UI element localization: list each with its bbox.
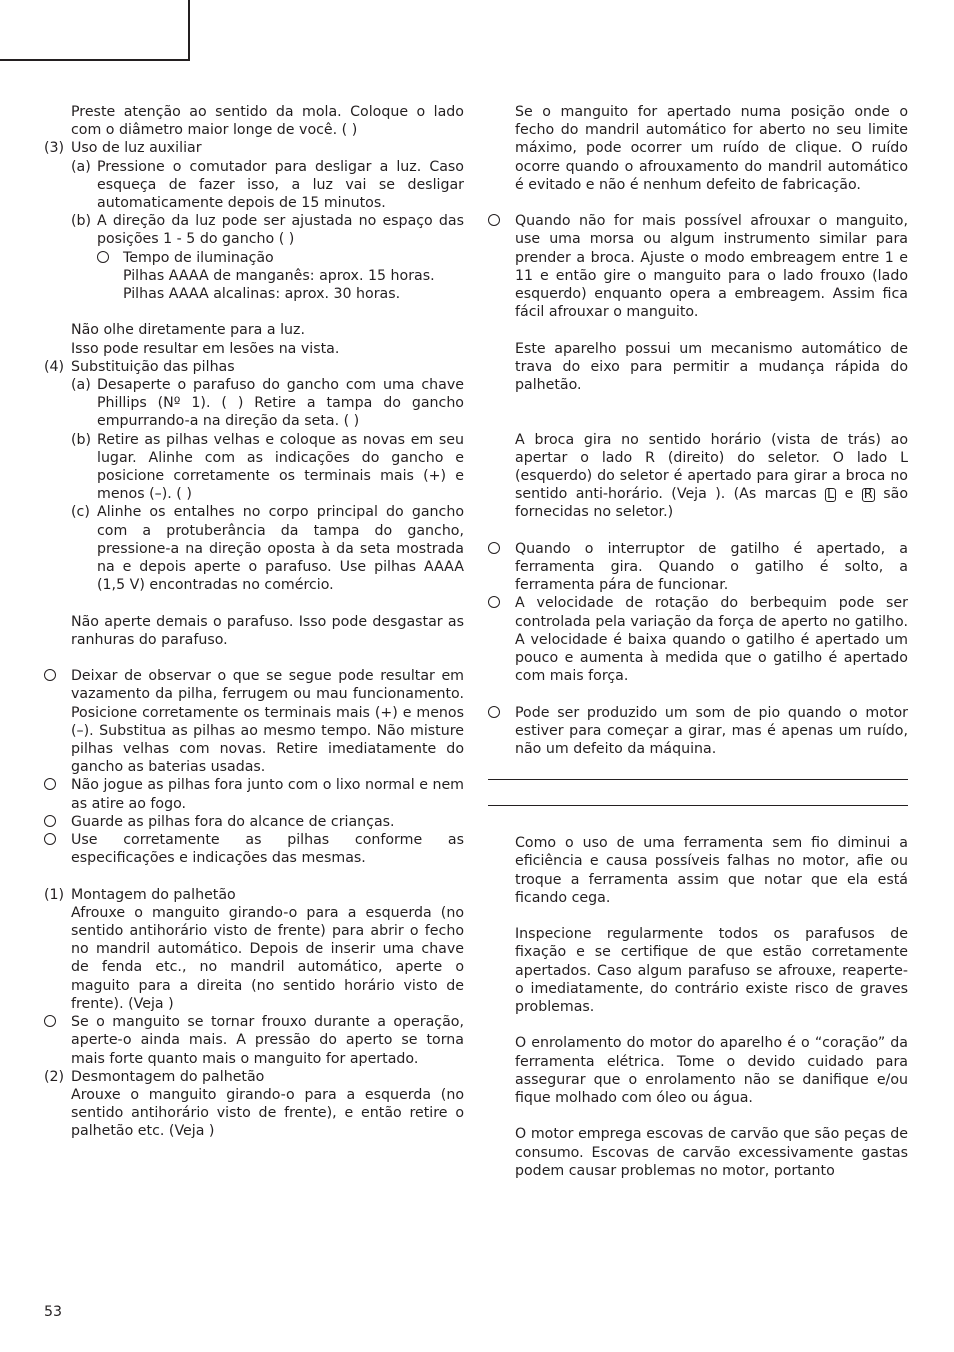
section-4-item-b: (b) Retire as pilhas velhas e coloque as novas em seu lugar. Alinhe com as indicações do gancho e posicione corretamente os terminais mais (+) e menos (–). ( ) xyxy=(71,431,464,503)
mounting-body: Afrouxe o manguito girando-o para a esquerda (no sentido antihorário visto de frente) para abrir o fecho no mandril automático. Depois de inserir uma chave de fenda etc., no mandril automático, aperte o maguito para a direita (no sentido horário visto de frente). (Veja ) xyxy=(71,904,464,1012)
left-column xyxy=(44,103,464,1141)
screw-inspection-note: Inspecione regularmente todos os parafusos de fixação e se certifique de que estão corretamente apertados. Caso algum parafuso se afrouxe, reaperte-o imediatamente, do contrário existe risco de graves problemas. xyxy=(515,926,908,1016)
carbon-brushes-note: O motor emprega escovas de carvão que são peças de consumo. Escovas de carvão excessivamente gastas podem causar problemas no motor, portanto xyxy=(515,1126,908,1179)
loosen-sleeve-bullet: Quando não for mais possível afrouxar o manguito, use uma morsa ou algum instrumento similar para prender a broca. Ajuste o modo embreagem entre 1 e 11 e então gire o manguito para o lado frouxo (lado esquerdo) enquanto opera a embreagem. Assim fica fácil afrouxar o manguito. xyxy=(488,212,908,321)
circle-bullet-icon xyxy=(488,214,500,226)
trigger-bullet: Quando o interruptor de gatilho é apertado, a ferramenta gira. Quando o gatilho é solto, a ferramenta pára de funcionar. xyxy=(488,540,908,595)
circle-bullet-icon xyxy=(488,706,500,718)
circle-bullet-icon xyxy=(44,1015,56,1027)
circle-bullet-icon xyxy=(44,778,56,790)
section-3-item-a: (a) Pressione o comutador para desligar a luz. Caso esqueça de fazer isso, a luz vai se desligar automaticamente depois de 15 minutos. xyxy=(71,158,464,212)
light-warning-2: Isso pode resultar em lesões na vista. xyxy=(71,340,340,357)
circle-bullet-icon xyxy=(97,251,109,263)
circle-bullet-icon xyxy=(488,596,500,608)
mark-r-icon: R xyxy=(863,487,873,503)
circle-bullet-icon xyxy=(44,669,56,681)
right-column xyxy=(488,103,908,1180)
section-4-item-a: (a) Desaperte o parafuso do gancho com uma chave Phillips (Nº 1). ( ) Retire a tampa do gancho empurrando-a na direção da seta. ( ) xyxy=(71,377,464,430)
click-noise-note: Se o manguito for apertado numa posição onde o fecho do mandril automático for aberto no seu limite máximo, pode ocorrer um ruído de clique. O ruído ocorre quando o afrouxamento do mandril automático é evitado e não é nenhum defeito de fabricação. xyxy=(515,104,908,193)
dismounting-heading: (2) Desmontagem do palhetão xyxy=(44,1068,265,1085)
battery-bullet-3: Guarde as pilhas fora do alcance de crianças. xyxy=(44,813,464,831)
manganese-battery-time: Pilhas AAAA de manganês: aprox. 15 horas. xyxy=(123,267,435,284)
battery-bullet-2: Não jogue as pilhas fora junto com o lixo normal e nem as atire ao fogo. xyxy=(44,776,464,812)
lighting-time-bullet: Tempo de iluminação xyxy=(44,249,464,267)
motor-noise-bullet: Pode ser produzido um som de pio quando o motor estiver para começar a girar, mas é apenas um ruído, não um defeito da máquina. xyxy=(488,704,908,759)
circle-bullet-icon xyxy=(488,542,500,554)
section-3-heading: (3) Uso de luz auxiliar xyxy=(44,140,202,157)
motor-winding-note: O enrolamento do motor do aparelho é o “coração” da ferramenta elétrica. Tome o devido cuidado para assegurar que o enrolamento não se danifique e/ou fique molhado com óleo ou água. xyxy=(515,1035,908,1107)
section-4-heading: (4) Substituição das pilhas xyxy=(44,358,235,375)
screw-caution: Não aperte demais o parafuso. Isso pode desgastar as ranhuras do parafuso. xyxy=(71,613,464,648)
spring-direction-note: Preste atenção ao sentido da mola. Coloque o lado com o diâmetro maior longe de você. ( ) xyxy=(71,104,464,139)
corner-tab-box xyxy=(0,0,190,61)
circle-bullet-icon xyxy=(44,815,56,827)
mounting-bullet: Se o manguito se tornar frouxo durante a operação, aperte-o ainda mais. A pressão do aperto se torna mais forte quanto mais o manguito for apertado. xyxy=(44,1013,464,1068)
page-number: 53 xyxy=(44,1304,63,1320)
speed-control-bullet: A velocidade de rotação do berbequim pode ser controlada pela variação da força de aperto no gatilho. A velocidade é baixa quando o gatilho é apertado um pouco e aumenta à medida que o gatilho é apertado com mais força. xyxy=(488,594,908,685)
battery-bullet-4: Use corretamente as pilhas conforme as especificações e indicações das mesmas. xyxy=(44,831,464,867)
rotation-direction-note: A broca gira no sentido horário (vista de trás) ao apertar o lado R (direito) do seletor. O lado L (esquerdo) do seletor é apertado para girar a broca no sentido anti-horário. (Veja ). (As marcas L e R são fornecidas no seletor.) xyxy=(515,431,909,521)
dismounting-body: Arouxe o manguito girando-o para a esquerda (no sentido antihorário visto de frente), e então retire o palhetão etc. (Veja ) xyxy=(71,1086,464,1140)
tool-sharpness-note: Como o uso de uma ferramenta sem fio diminui a eficiência e causa possíveis falhas no motor, afie ou troque a ferramenta assim que notar que ela está ficando cega. xyxy=(515,835,908,906)
mounting-heading: (1) Montagem do palhetão xyxy=(44,886,236,903)
shaft-lock-note: Este aparelho possui um mecanismo automático de trava do eixo para permitir a mudança rápida do palhetão. xyxy=(515,340,908,394)
circle-bullet-icon xyxy=(44,833,56,845)
battery-bullet-1: Deixar de observar o que se segue pode resultar em vazamento da pilha, ferrugem ou mau funcionamento. Posicione corretamente os terminais mais (+) e menos (–). Substitua as pilhas ao mesmo tempo. Não misture pilhas velhas com novas. Retire imediatamente do gancho as baterias usadas. xyxy=(44,667,464,776)
section-3-item-b: (b) A direção da luz pode ser ajustada no espaço das posições 1 - 5 do gancho ( ) xyxy=(71,213,464,248)
alkaline-battery-time: Pilhas AAAA alcalinas: aprox. 30 horas. xyxy=(123,286,401,303)
mark-l-icon: L xyxy=(827,487,835,503)
light-warning-1: Não olhe diretamente para a luz. xyxy=(71,322,305,339)
section-4-item-c: (c) Alinhe os entalhes no corpo principal do gancho com a protuberância da tampa do gancho, pressione-a na direção oposta à da seta mostrada na e depois aperte o parafuso. Use pilhas AAAA (1,5 V) encontradas no comércio. xyxy=(71,504,464,594)
